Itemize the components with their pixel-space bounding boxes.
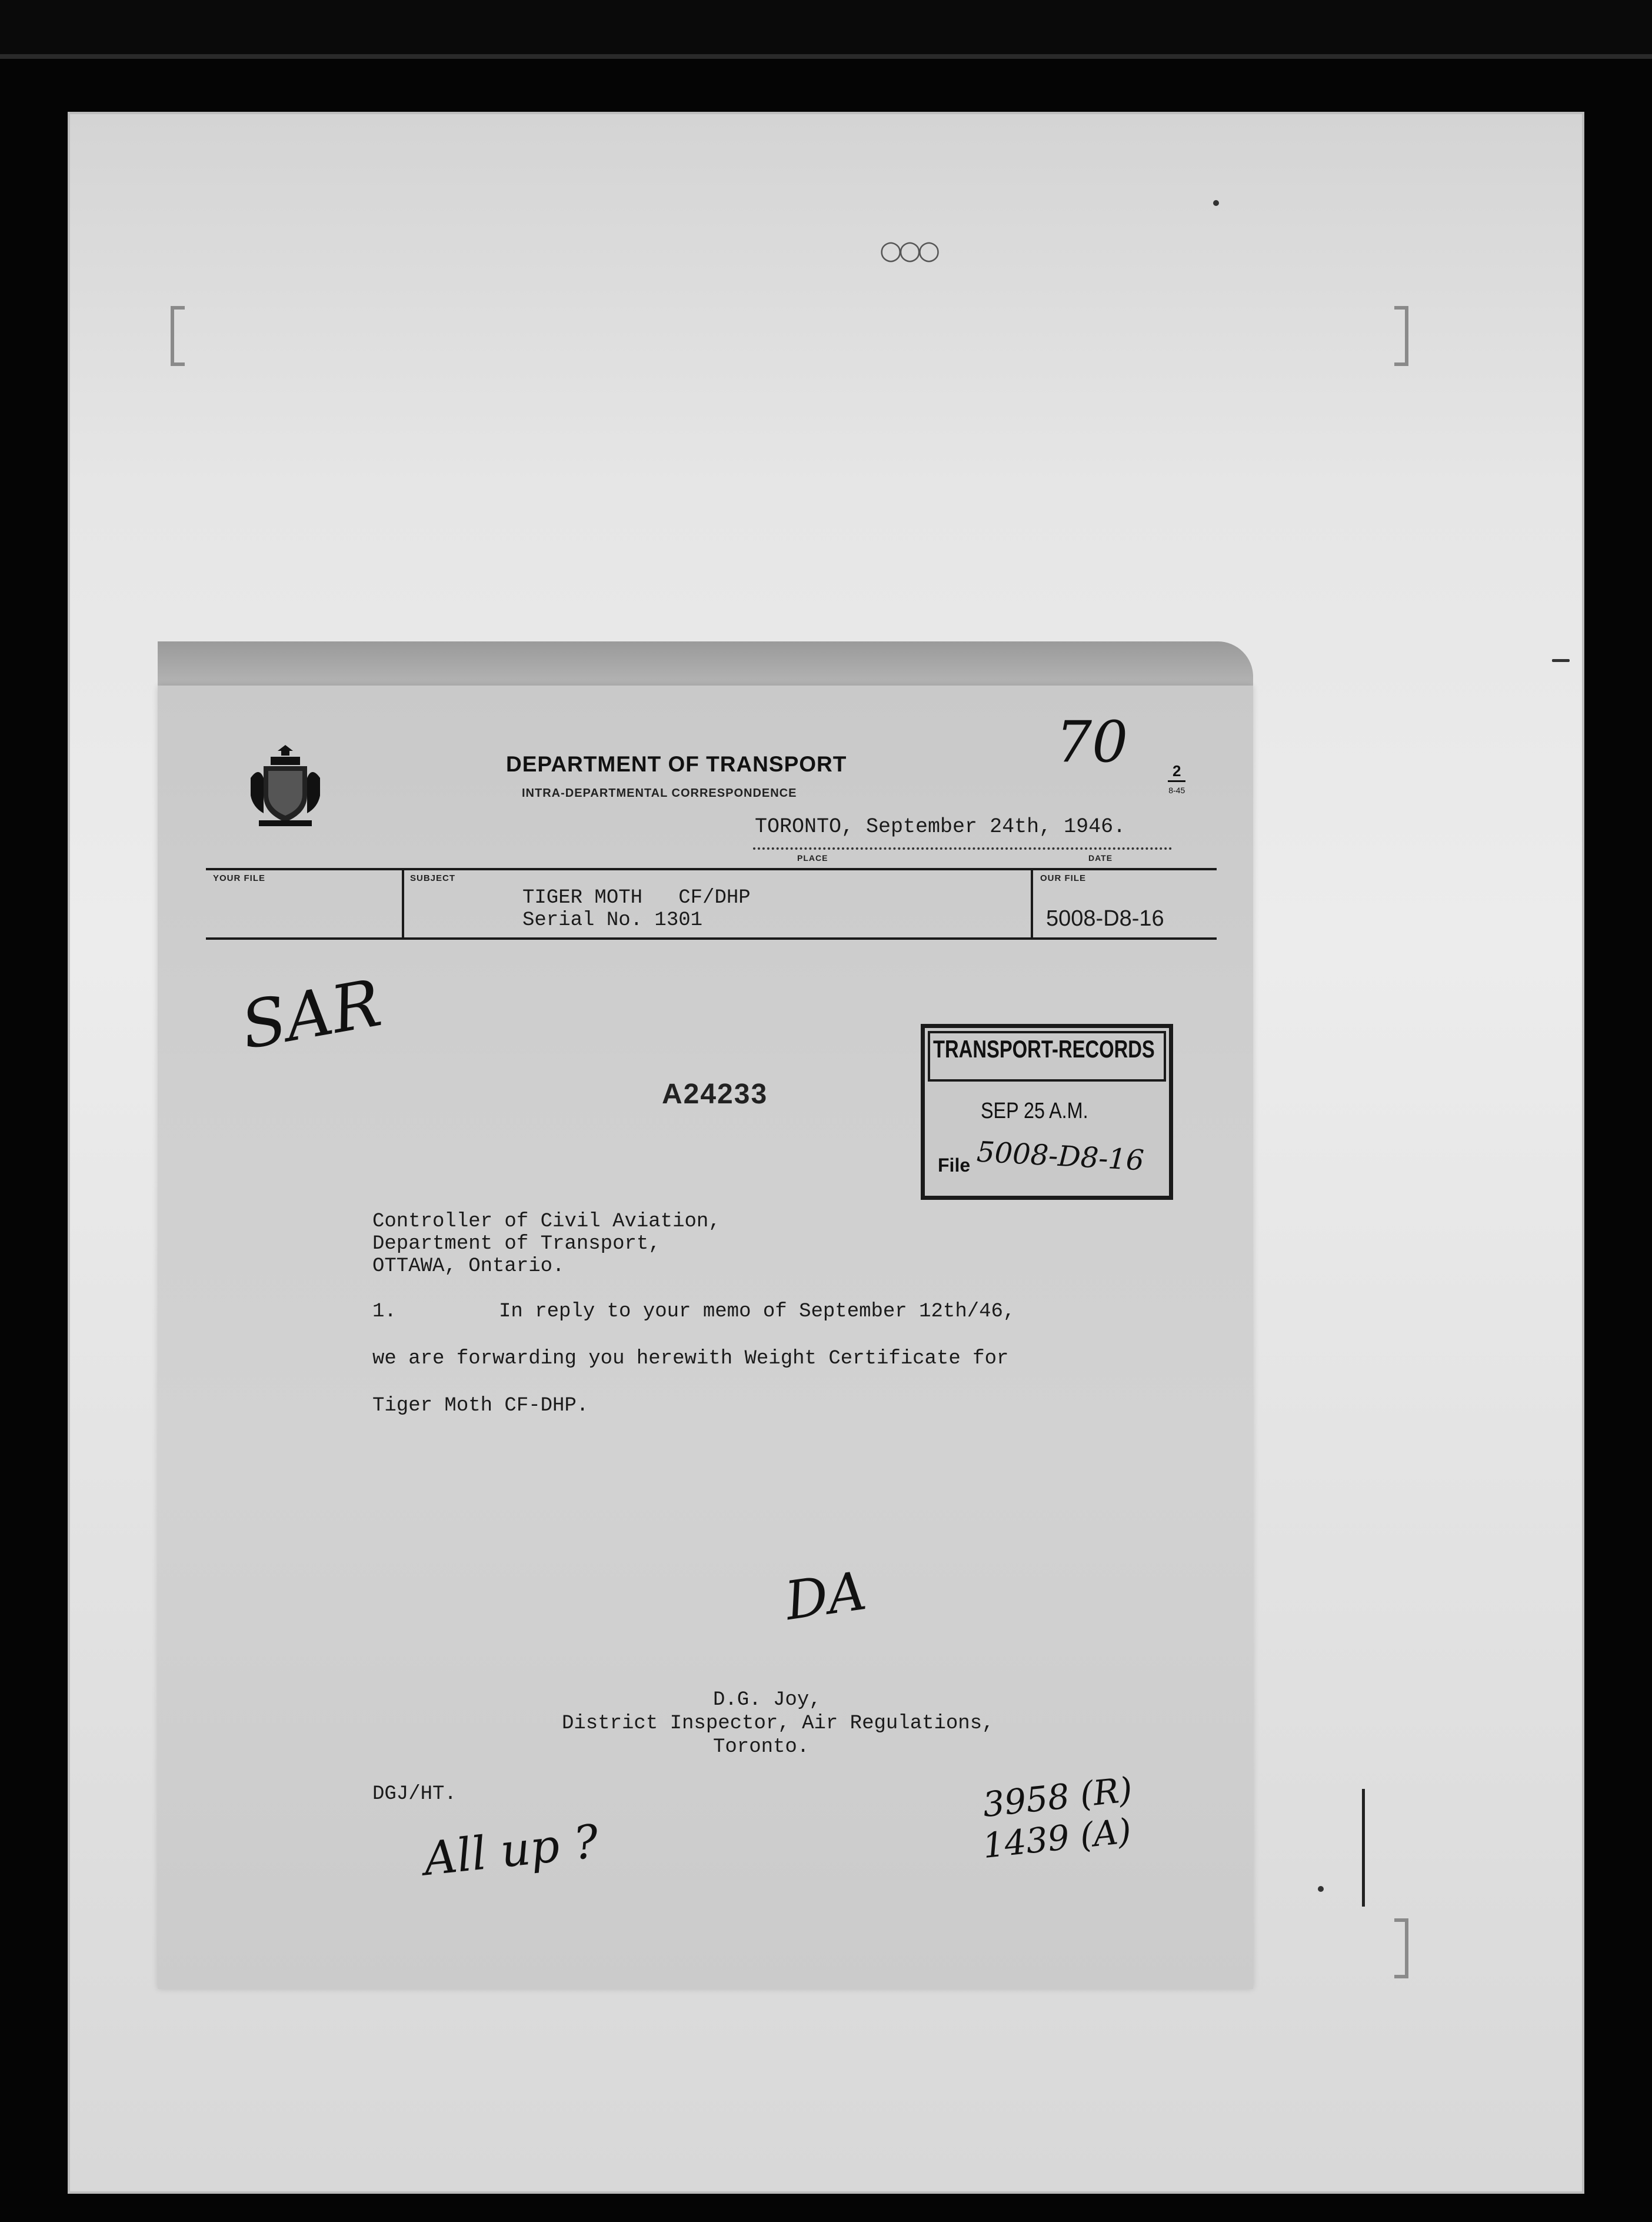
addressee-line-3: OTTAWA, Ontario.	[372, 1255, 565, 1278]
signatory-title: District Inspector, Air Regulations,	[562, 1712, 994, 1735]
form-number: 2	[1168, 762, 1185, 782]
our-file-label: OUR FILE	[1040, 873, 1086, 883]
stamp-file-label: File	[938, 1155, 971, 1176]
crop-mark-bottom-right	[1394, 1918, 1408, 1978]
crop-mark-top-left	[171, 306, 185, 366]
paragraph-number: 1.	[372, 1300, 397, 1323]
department-subtitle: INTRA-DEPARTMENTAL CORRESPONDENCE	[522, 787, 797, 800]
our-file-value: 5008-D8-16	[1046, 906, 1164, 931]
addressee-line-2: Department of Transport,	[372, 1233, 661, 1255]
department-title: DEPARTMENT OF TRANSPORT	[506, 752, 847, 776]
place-date-line: TORONTO, September 24th, 1946.	[755, 815, 1126, 839]
folio-number: 70	[1056, 709, 1128, 775]
file-block-divider-2	[1031, 868, 1033, 940]
place-date-rule	[753, 847, 1172, 850]
margin-initials: SAR	[235, 965, 387, 1064]
body-line-1: In reply to your memo of September 12th/46,	[499, 1300, 1015, 1323]
signatory-name: D.G. Joy,	[713, 1689, 821, 1711]
handwritten-weight-2: 1439 (A)	[981, 1810, 1134, 1867]
file-block-bottom-rule	[206, 937, 1217, 940]
handwritten-weight-1: 3958 (R)	[981, 1769, 1134, 1825]
place-label: PLACE	[797, 853, 828, 863]
stamp-file-value: 5008-D8-16	[975, 1135, 1145, 1177]
typist-initials: DGJ/HT.	[372, 1783, 457, 1805]
your-file-label: YOUR FILE	[213, 873, 266, 883]
file-block-top-rule	[206, 868, 1217, 870]
stamp-title: TRANSPORT-RECORDS	[933, 1035, 1155, 1063]
film-smudge: ○○○	[880, 235, 937, 265]
body-line-2: we are forwarding you herewith Weight Certificate for	[372, 1348, 1009, 1370]
margin-line	[1362, 1789, 1365, 1907]
transport-records-stamp	[921, 1024, 1173, 1200]
subject-line-1: TIGER MOTH CF/DHP	[522, 887, 751, 909]
film-strip	[0, 54, 1652, 59]
signatory-location: Toronto.	[713, 1736, 810, 1758]
file-block-divider-1	[402, 868, 404, 940]
addressee-line-1: Controller of Civil Aviation,	[372, 1210, 721, 1233]
form-date: 8-45	[1168, 786, 1185, 795]
film-speck	[1318, 1886, 1324, 1892]
coat-of-arms-icon	[247, 743, 324, 831]
signature-initials: DA	[781, 1559, 870, 1633]
handwritten-note-all-up: All up ?	[421, 1815, 601, 1887]
body-line-3: Tiger Moth CF-DHP.	[372, 1395, 589, 1417]
film-scratch	[1552, 659, 1570, 662]
subject-label: SUBJECT	[410, 873, 456, 883]
crop-mark-top-right	[1394, 306, 1408, 366]
reference-number: A24233	[662, 1079, 768, 1110]
film-speck	[1213, 200, 1219, 206]
stamp-date: SEP 25 A.M.	[981, 1099, 1088, 1123]
date-label: DATE	[1088, 853, 1113, 863]
subject-line-2: Serial No. 1301	[522, 909, 703, 932]
form-code	[1168, 762, 1185, 795]
film-border-top	[0, 0, 1652, 54]
